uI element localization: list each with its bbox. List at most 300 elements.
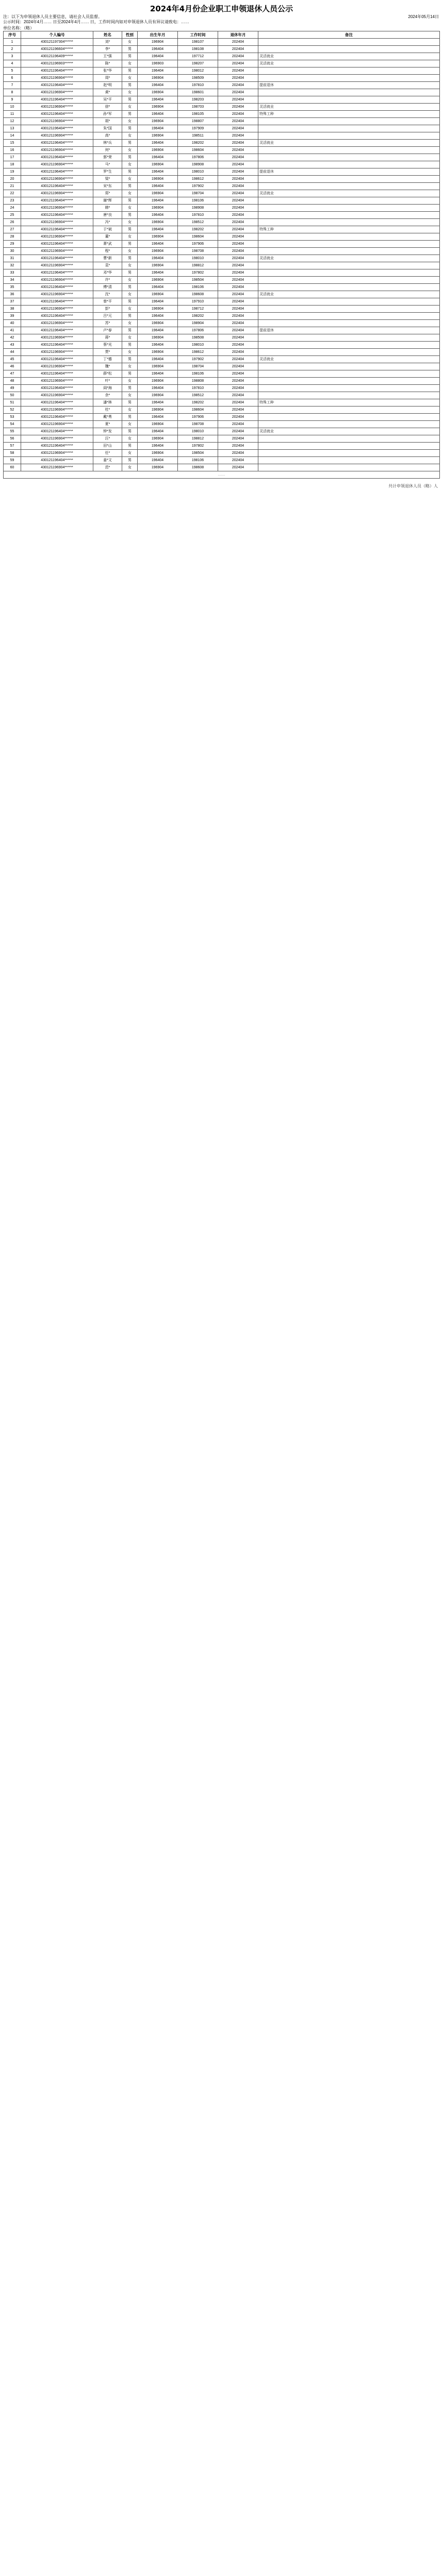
cell-work-start: 198704: [178, 190, 218, 197]
cell-retire: 202404: [218, 378, 258, 385]
cell-index: 53: [4, 414, 21, 421]
cell-name: 姜*文: [93, 457, 122, 464]
cell-remarks: 灵活就业: [258, 140, 440, 147]
cell-work-start: 198604: [178, 233, 218, 241]
cell-birth: 196903: [138, 60, 178, 67]
cell-id: 430121196904******: [21, 277, 93, 284]
cell-remarks: [258, 96, 440, 104]
cell-name: 韩*: [93, 205, 122, 212]
cell-birth: 196404: [138, 212, 178, 219]
cell-gender: 男: [122, 385, 138, 392]
table-row: [4, 96, 440, 104]
cell-retire: 202404: [218, 349, 258, 356]
cell-work-start: 198511: [178, 132, 218, 140]
cell-work-start: 198105: [178, 111, 218, 118]
cell-gender: 女: [122, 406, 138, 414]
table-row: [4, 421, 440, 428]
cell-retire: 202404: [218, 450, 258, 457]
cell-work-start: 198202: [178, 226, 218, 233]
cell-birth: 196904: [138, 75, 178, 82]
cell-name: 薛*松: [93, 370, 122, 378]
cell-remarks: 灵活就业: [258, 428, 440, 435]
cell-id: 430121196404******: [21, 226, 93, 233]
cell-retire: 202404: [218, 125, 258, 132]
cell-retire: 202404: [218, 176, 258, 183]
cell-work-start: 198509: [178, 75, 218, 82]
cell-work-start: 197810: [178, 385, 218, 392]
cell-id: 430121196404******: [21, 154, 93, 161]
cell-id: 430121196904******: [21, 392, 93, 399]
cell-birth: 196404: [138, 327, 178, 334]
table-row: [4, 132, 440, 140]
cell-retire: 202404: [218, 464, 258, 471]
cell-remarks: [258, 342, 440, 349]
cell-index: 17: [4, 154, 21, 161]
cell-gender: 男: [122, 327, 138, 334]
cell-remarks: 灵活就业: [258, 190, 440, 197]
cell-birth: 196404: [138, 356, 178, 363]
cell-gender: 男: [122, 226, 138, 233]
cell-gender: 男: [122, 96, 138, 104]
cell-remarks: 灵活就业: [258, 104, 440, 111]
cell-remarks: [258, 284, 440, 291]
cell-name: 周*: [93, 75, 122, 82]
cell-id: 430121196404******: [21, 255, 93, 262]
cell-retire: 202404: [218, 161, 258, 168]
table-row: [4, 370, 440, 378]
cell-retire: 202404: [218, 334, 258, 342]
cell-work-start: 198202: [178, 313, 218, 320]
cell-birth: 196904: [138, 378, 178, 385]
table-row: [4, 75, 440, 82]
cell-birth: 196404: [138, 154, 178, 161]
cell-index: 21: [4, 183, 21, 190]
cell-index: 39: [4, 313, 21, 320]
table-row: [4, 233, 440, 241]
cell-id: 430121196904******: [21, 464, 93, 471]
cell-id: 430121196904******: [21, 161, 93, 168]
cell-birth: 196904: [138, 233, 178, 241]
cell-birth: 196904: [138, 464, 178, 471]
cell-name: 黄*: [93, 89, 122, 96]
cell-index: 15: [4, 140, 21, 147]
cell-gender: 女: [122, 262, 138, 269]
cell-remarks: [258, 464, 440, 471]
cell-remarks: 特殊工种: [258, 111, 440, 118]
cell-index: 32: [4, 262, 21, 269]
table-row: [4, 183, 440, 190]
cell-work-start: 198612: [178, 176, 218, 183]
cell-index: 35: [4, 284, 21, 291]
cell-work-start: 198703: [178, 104, 218, 111]
cell-gender: 男: [122, 298, 138, 306]
cell-retire: 202404: [218, 399, 258, 406]
cell-remarks: [258, 277, 440, 284]
cell-index: 48: [4, 378, 21, 385]
cell-id: 430121196904******: [21, 306, 93, 313]
cell-birth: 196904: [138, 118, 178, 125]
cell-id: 430121196409******: [21, 53, 93, 60]
table-body: [4, 39, 440, 479]
cell-name: 刘*: [93, 39, 122, 46]
cell-work-start: 198106: [178, 197, 218, 205]
cell-work-start: 198107: [178, 39, 218, 46]
cell-id: 430121196404******: [21, 111, 93, 118]
cell-id: 430121196404******: [21, 385, 93, 392]
cell-birth: 196904: [138, 450, 178, 457]
cell-gender: 男: [122, 111, 138, 118]
cell-birth: 196404: [138, 168, 178, 176]
cell-name: 傅*清: [93, 284, 122, 291]
cell-id: 430121196904******: [21, 248, 93, 255]
cell-birth: 196404: [138, 313, 178, 320]
cell-name: 余*: [93, 392, 122, 399]
cell-remarks: 提前退休: [258, 168, 440, 176]
cell-retire: 202404: [218, 356, 258, 363]
cell-remarks: [258, 320, 440, 327]
cell-birth: 196904: [138, 132, 178, 140]
cell-name: 程*: [93, 248, 122, 255]
cell-remarks: [258, 457, 440, 464]
cell-id: 430121196904******: [21, 349, 93, 356]
cell-gender: 女: [122, 464, 138, 471]
cell-name: 罗*生: [93, 168, 122, 176]
cell-work-start: 198608: [178, 464, 218, 471]
cell-index: 2: [4, 46, 21, 53]
cell-index: 12: [4, 118, 21, 125]
table-row: [4, 385, 440, 392]
table-row: [4, 392, 440, 399]
cell-name: 汪*: [93, 435, 122, 443]
cell-remarks: [258, 414, 440, 421]
cell-remarks: [258, 183, 440, 190]
cell-gender: 女: [122, 60, 138, 67]
cell-birth: 196904: [138, 205, 178, 212]
cell-index: 34: [4, 277, 21, 284]
table-row: [4, 111, 440, 118]
table-row: [4, 140, 440, 147]
cell-remarks: 提前退休: [258, 327, 440, 334]
cell-work-start: 197906: [178, 414, 218, 421]
cell-birth: 196404: [138, 414, 178, 421]
cell-work-start: 198604: [178, 147, 218, 154]
cell-gender: 女: [122, 104, 138, 111]
cell-retire: 202404: [218, 67, 258, 75]
cell-gender: 男: [122, 168, 138, 176]
cell-birth: 196904: [138, 406, 178, 414]
cell-birth: 196404: [138, 111, 178, 118]
cell-remarks: [258, 197, 440, 205]
table-row: [4, 399, 440, 406]
cell-name: 杜*: [93, 406, 122, 414]
cell-gender: 女: [122, 132, 138, 140]
cell-index: 33: [4, 269, 21, 277]
cell-birth: 196904: [138, 291, 178, 298]
cell-gender: 男: [122, 241, 138, 248]
cell-index: 46: [4, 363, 21, 370]
table-row: [4, 53, 440, 60]
cell-remarks: [258, 385, 440, 392]
cell-gender: 男: [122, 399, 138, 406]
table-row: [4, 60, 440, 67]
cell-remarks: [258, 306, 440, 313]
table-row: [4, 255, 440, 262]
cell-retire: 202404: [218, 39, 258, 46]
table-row: [4, 450, 440, 457]
cell-remarks: [258, 161, 440, 168]
table-row: [4, 161, 440, 168]
cell-remarks: [258, 125, 440, 132]
cell-name: 丁*德: [93, 356, 122, 363]
cell-name: 陈*: [93, 60, 122, 67]
cell-id: 430121196404******: [21, 284, 93, 291]
col-header-name: 姓名: [93, 31, 122, 39]
cell-work-start: 198010: [178, 428, 218, 435]
cell-remarks: [258, 269, 440, 277]
table-row: [4, 356, 440, 363]
cell-gender: 男: [122, 313, 138, 320]
unit-label: 单位名称：（略）: [3, 26, 34, 30]
cell-gender: 男: [122, 443, 138, 450]
cell-remarks: [258, 392, 440, 399]
cell-birth: 196904: [138, 277, 178, 284]
cell-index: 37: [4, 298, 21, 306]
cell-index: 42: [4, 334, 21, 342]
cell-birth: 196904: [138, 262, 178, 269]
cell-remarks: 灵活就业: [258, 356, 440, 363]
cell-gender: 男: [122, 53, 138, 60]
table-row: [4, 104, 440, 111]
cell-retire: 202404: [218, 306, 258, 313]
cell-work-start: 198207: [178, 60, 218, 67]
cell-work-start: 198106: [178, 370, 218, 378]
cell-retire: 202404: [218, 406, 258, 414]
cell-name: 宋*东: [93, 183, 122, 190]
cell-retire: 202404: [218, 140, 258, 147]
cell-name: 袁*: [93, 262, 122, 269]
table-row: [4, 212, 440, 219]
cell-remarks: 提前退休: [258, 82, 440, 89]
cell-retire: 202404: [218, 255, 258, 262]
cell-retire: 202404: [218, 284, 258, 291]
cell-birth: 196404: [138, 241, 178, 248]
cell-name: 谢*辉: [93, 197, 122, 205]
cell-remarks: [258, 349, 440, 356]
cell-work-start: 198708: [178, 421, 218, 428]
cell-retire: 202404: [218, 298, 258, 306]
cell-work-start: 197810: [178, 82, 218, 89]
table-row: [4, 306, 440, 313]
cell-name: 叶*: [93, 378, 122, 385]
cell-name: 夏*: [93, 421, 122, 428]
cell-gender: 女: [122, 147, 138, 154]
cell-birth: 196404: [138, 82, 178, 89]
cell-retire: 202404: [218, 428, 258, 435]
cell-work-start: 198012: [178, 67, 218, 75]
cell-id: 430121196604******: [21, 46, 93, 53]
cell-name: 范*: [93, 464, 122, 471]
cell-work-start: 198202: [178, 399, 218, 406]
cell-gender: 男: [122, 46, 138, 53]
cell-birth: 196404: [138, 96, 178, 104]
cell-id: 430121196404******: [21, 168, 93, 176]
cell-work-start: 198202: [178, 140, 218, 147]
cell-index: 51: [4, 399, 21, 406]
cell-index: 40: [4, 320, 21, 327]
cell-retire: 202404: [218, 118, 258, 125]
cell-retire: 202404: [218, 457, 258, 464]
cell-retire: 202404: [218, 233, 258, 241]
cell-id: 430121196904******: [21, 406, 93, 414]
cell-birth: 196904: [138, 147, 178, 154]
cell-remarks: [258, 118, 440, 125]
cell-gender: 女: [122, 89, 138, 96]
cell-id: 430121196904******: [21, 75, 93, 82]
table-row: [4, 342, 440, 349]
cell-id: 430121196904******: [21, 421, 93, 428]
cell-name: 林*兵: [93, 140, 122, 147]
cell-id: 430121196904******: [21, 147, 93, 154]
table-row: [4, 82, 440, 89]
cell-name: 李*: [93, 46, 122, 53]
cell-gender: 男: [122, 125, 138, 132]
table-row: [4, 154, 440, 161]
cell-id: 430121196404******: [21, 356, 93, 363]
cell-remarks: 灵活就业: [258, 53, 440, 60]
cell-name: 任*: [93, 450, 122, 457]
cell-gender: 男: [122, 284, 138, 291]
cell-id: 430121196904******: [21, 320, 93, 327]
table-row: [4, 147, 440, 154]
cell-retire: 202404: [218, 219, 258, 226]
cell-id: 430121196904******: [21, 118, 93, 125]
publish-date: 2024年05月14日: [408, 14, 439, 19]
cell-index: 27: [4, 226, 21, 233]
col-header-gender: 性别: [122, 31, 138, 39]
cell-remarks: [258, 176, 440, 183]
table-row: [4, 248, 440, 255]
cell-name: 何*: [93, 147, 122, 154]
cell-work-start: 198508: [178, 334, 218, 342]
cell-gender: 女: [122, 320, 138, 327]
cell-birth: 196404: [138, 298, 178, 306]
table-row: [4, 168, 440, 176]
cell-index: 9: [4, 96, 21, 104]
cell-index: 55: [4, 428, 21, 435]
cell-id: 430121196404******: [21, 82, 93, 89]
cell-index: 22: [4, 190, 21, 197]
cell-id: 430121196404******: [21, 67, 93, 75]
cell-remarks: [258, 248, 440, 255]
cell-id: 430121196404******: [21, 428, 93, 435]
cell-work-start: 198908: [178, 205, 218, 212]
cell-gender: 男: [122, 414, 138, 421]
cell-remarks: [258, 370, 440, 378]
cell-remarks: [258, 443, 440, 450]
cell-retire: 202404: [218, 89, 258, 96]
cell-work-start: 198108: [178, 46, 218, 53]
cell-name: 郭*荣: [93, 154, 122, 161]
cell-name: 沈*: [93, 291, 122, 298]
cell-id: 430121196404******: [21, 443, 93, 450]
cell-index: 38: [4, 306, 21, 313]
cell-birth: 196904: [138, 190, 178, 197]
cell-birth: 196904: [138, 435, 178, 443]
cell-gender: 男: [122, 356, 138, 363]
cell-work-start: 198712: [178, 306, 218, 313]
cell-gender: 女: [122, 450, 138, 457]
cell-birth: 196904: [138, 89, 178, 96]
cell-remarks: [258, 262, 440, 269]
cell-birth: 196904: [138, 421, 178, 428]
cell-index: 52: [4, 406, 21, 414]
cell-retire: 202404: [218, 414, 258, 421]
cell-index: 45: [4, 356, 21, 363]
cell-work-start: 197802: [178, 269, 218, 277]
table-row: [4, 435, 440, 443]
cell-retire: 202404: [218, 291, 258, 298]
cell-index: 50: [4, 392, 21, 399]
cell-name: 蒋*: [93, 334, 122, 342]
cell-retire: 202404: [218, 96, 258, 104]
cell-retire: 202404: [218, 226, 258, 233]
cell-work-start: 198604: [178, 406, 218, 414]
cell-work-start: 197802: [178, 443, 218, 450]
cell-remarks: [258, 450, 440, 457]
cell-gender: 男: [122, 428, 138, 435]
cell-work-start: 198808: [178, 378, 218, 385]
cell-name: 高*: [93, 132, 122, 140]
cell-id: 430121196404******: [21, 183, 93, 190]
cell-name: 许*: [93, 277, 122, 284]
cell-name: 萧*武: [93, 241, 122, 248]
cell-retire: 202404: [218, 248, 258, 255]
cell-work-start: 198512: [178, 392, 218, 399]
table-row: [4, 262, 440, 269]
cell-index: 18: [4, 161, 21, 168]
cell-work-start: 197910: [178, 298, 218, 306]
cell-id: 430121196404******: [21, 370, 93, 378]
cell-index: 13: [4, 125, 21, 132]
cell-gender: 女: [122, 378, 138, 385]
cell-name: 苏*: [93, 320, 122, 327]
table-row: [4, 241, 440, 248]
cell-work-start: 197806: [178, 327, 218, 334]
table-row: [4, 443, 440, 450]
cell-gender: 男: [122, 82, 138, 89]
cell-remarks: [258, 241, 440, 248]
cell-birth: 196904: [138, 104, 178, 111]
cell-birth: 196404: [138, 457, 178, 464]
cell-remarks: [258, 46, 440, 53]
cell-gender: 女: [122, 291, 138, 298]
cell-retire: 202404: [218, 342, 258, 349]
cell-name: 赵*明: [93, 82, 122, 89]
cell-birth: 196904: [138, 176, 178, 183]
cell-index: 31: [4, 255, 21, 262]
cell-retire: 202404: [218, 370, 258, 378]
cell-name: 田*山: [93, 443, 122, 450]
cell-name: 魏*: [93, 363, 122, 370]
col-header-retire: 退休年月: [218, 31, 258, 39]
cell-gender: 男: [122, 212, 138, 219]
cell-work-start: 198704: [178, 363, 218, 370]
cell-retire: 202404: [218, 241, 258, 248]
cell-work-start: 197810: [178, 212, 218, 219]
table-row: [4, 46, 440, 53]
cell-name: 冯*: [93, 219, 122, 226]
cell-name: 吴*平: [93, 96, 122, 104]
